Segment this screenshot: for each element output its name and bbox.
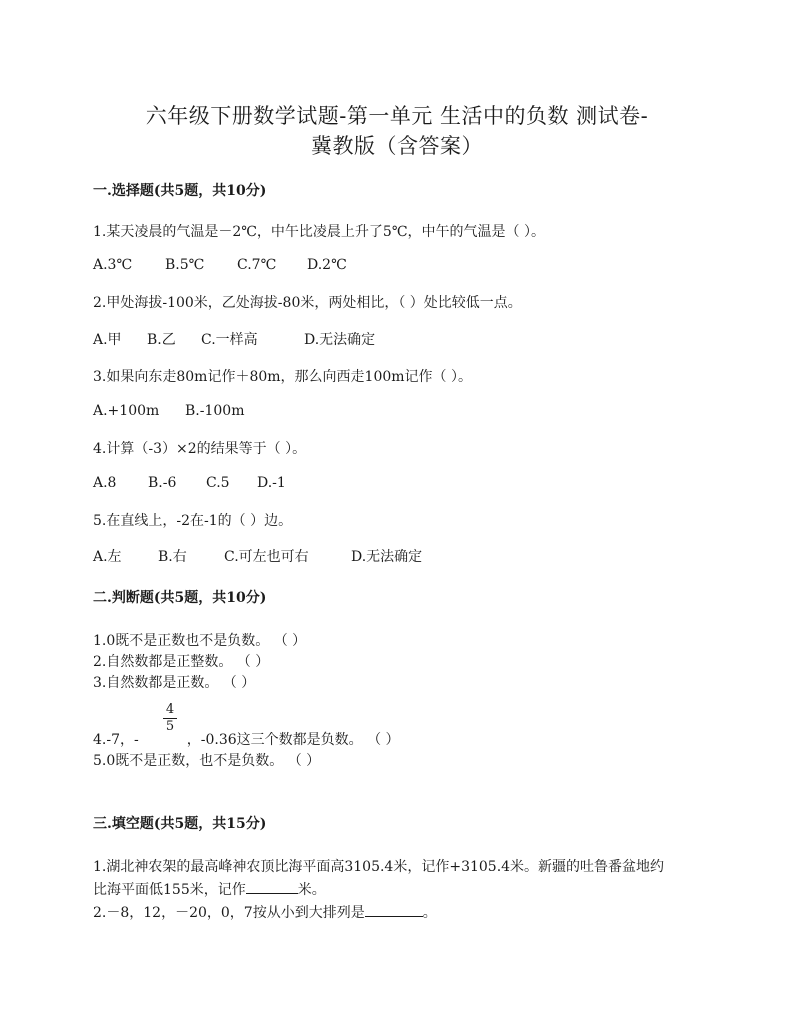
judgement-4-prefix: 4.-7，- — [93, 732, 139, 748]
option-c: C.7℃ — [237, 257, 277, 273]
question-3-options — [93, 403, 244, 419]
page-title-line2: 冀教版（含答案） — [311, 134, 483, 158]
question-1-options — [93, 257, 347, 273]
fill-2 — [93, 902, 437, 922]
fraction-denominator: 5 — [165, 719, 175, 734]
answer-blank[interactable] — [246, 879, 298, 894]
fill-2-end: 。 — [422, 905, 437, 921]
option-d: D.无法确定 — [351, 549, 423, 565]
question-2-options — [93, 329, 375, 349]
option-b: B.-6 — [148, 475, 177, 491]
fill-1-line2 — [93, 879, 326, 899]
question-3: 3.如果向东走80m记作＋80m，那么向西走100m记作（ ）。 — [93, 369, 472, 385]
option-d: D.无法确定 — [304, 332, 376, 348]
section-heading-choice: 一.选择题(共5题，共10分) — [93, 183, 267, 199]
fill-1-text: 比海平面低155米，记作 — [93, 882, 246, 898]
section-heading-judgement: 二.判断题(共5题，共10分) — [93, 590, 267, 606]
judgement-4-suffix: ，-0.36这三个数都是负数。 （ ） — [186, 732, 400, 748]
option-c: C.可左也可右 — [224, 549, 309, 565]
section-heading-fill: 三.填空题(共5题，共15分) — [93, 816, 267, 832]
answer-blank[interactable] — [365, 902, 423, 917]
option-a: A.8 — [93, 475, 117, 491]
judgement-5: 5.0既不是正数，也不是负数。 （ ） — [93, 753, 321, 769]
option-a: A.左 — [93, 549, 122, 565]
judgement-2: 2.自然数都是正整数。 （ ） — [93, 654, 270, 670]
judgement-4 — [93, 729, 400, 749]
fill-1-unit: 米。 — [297, 882, 326, 898]
option-a: A.3℃ — [93, 257, 133, 273]
fill-1-line1: 1.湖北神农架的最高峰神农顶比海平面高3105.4米，记作+3105.4米。新疆的吐鲁番盆地约 — [93, 859, 665, 875]
option-b: B.右 — [158, 549, 187, 565]
question-1: 1.某天凌晨的气温是－2℃，中午比凌晨上升了5℃，中午的气温是（ ）。 — [93, 224, 545, 240]
option-b: B.乙 — [147, 332, 176, 348]
question-5-options — [93, 546, 422, 566]
option-c: C.5 — [206, 475, 230, 491]
fill-2-text: 2.－8，12，－20，0，7按从小到大排列是 — [93, 905, 365, 921]
judgement-1: 1.0既不是正数也不是负数。 （ ） — [93, 633, 307, 649]
question-5: 5.在直线上，-2在-1的（ ）边。 — [93, 513, 293, 529]
option-a: A.+100m — [93, 403, 160, 419]
option-b: B.-100m — [185, 403, 245, 419]
fraction-numerator: 4 — [165, 702, 175, 717]
judgement-3: 3.自然数都是正数。 （ ） — [93, 675, 256, 691]
option-c: C.一样高 — [201, 332, 258, 348]
option-a: A.甲 — [93, 332, 122, 348]
question-4-options — [93, 475, 286, 491]
question-4: 4.计算（-3）×2的结果等于（ ）。 — [93, 441, 307, 457]
option-d: D.-1 — [257, 475, 286, 491]
option-b: B.5℃ — [165, 257, 205, 273]
page-title-line1: 六年级下册数学试题-第一单元 生活中的负数 测试卷- — [145, 104, 649, 128]
question-2: 2.甲处海拔-100米，乙处海拔-80米，两处相比，（ ）处比较低一点。 — [93, 295, 522, 311]
option-d: D.2℃ — [307, 257, 347, 273]
